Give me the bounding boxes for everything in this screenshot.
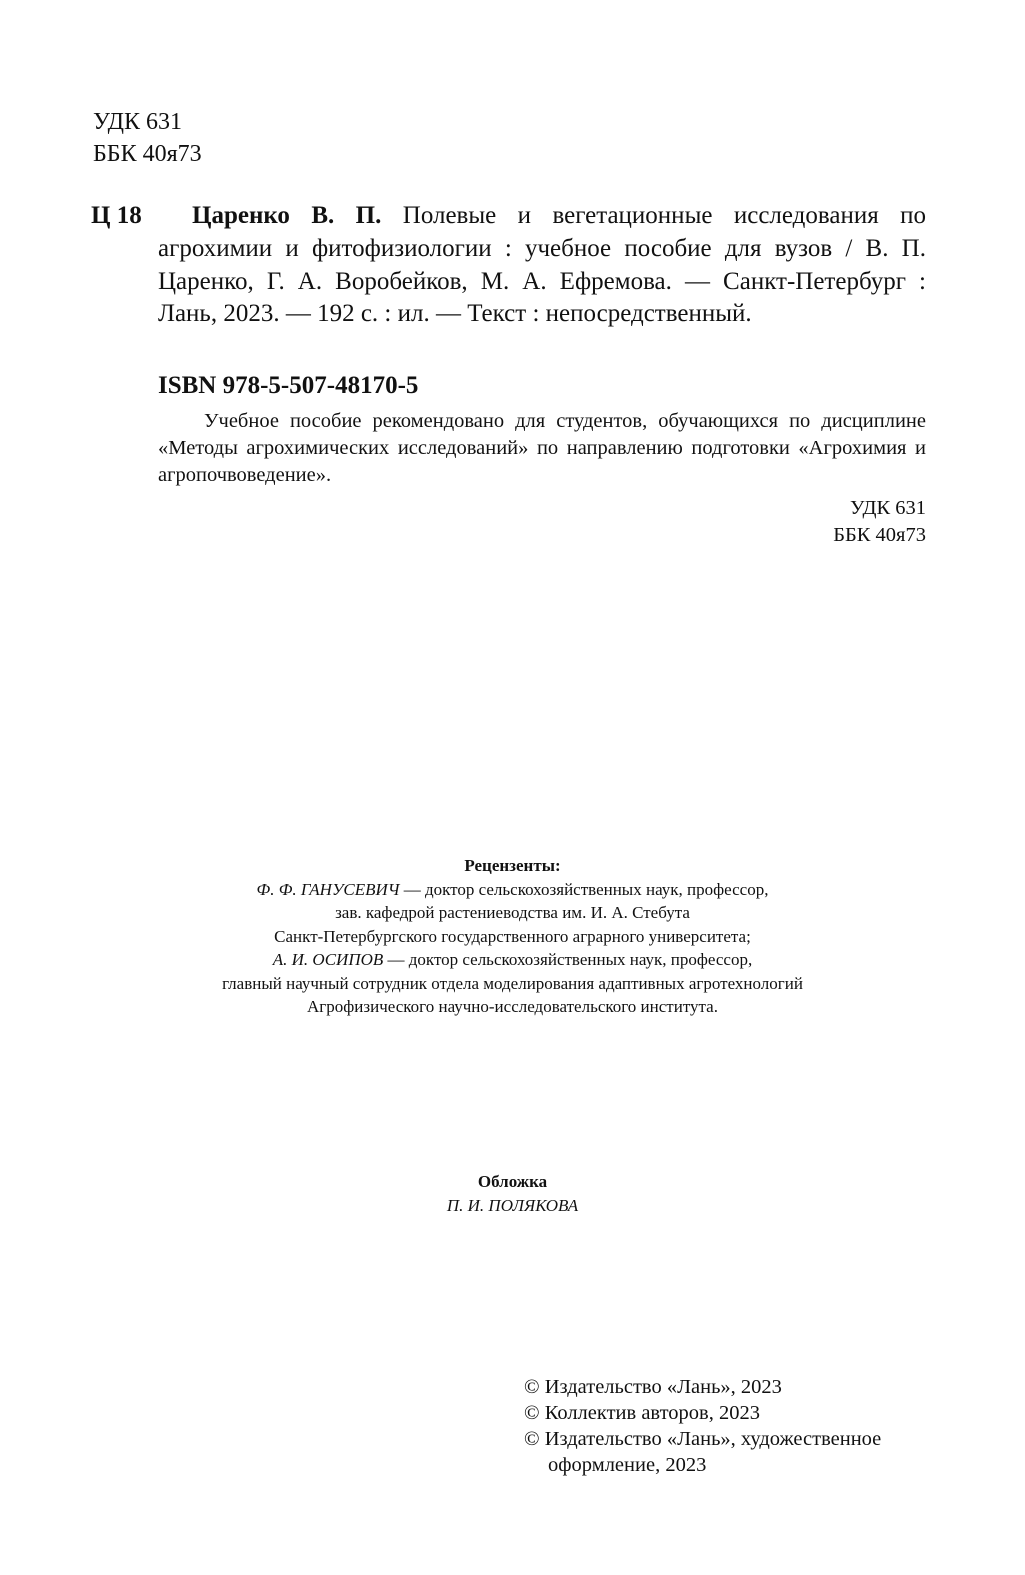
reviewer-2-name: А. И. ОСИПОВ	[272, 950, 384, 969]
copyright-line-3: © Издательство «Лань», художественное	[524, 1428, 882, 1450]
udk-code-bottom: УДК 631	[850, 497, 926, 519]
reviewer-1-title: — доктор сельскохозяйственных наук, профессор,	[399, 879, 769, 899]
reviewer-1-line-1	[0, 878, 1025, 902]
reviewer-2-line-1	[0, 948, 1025, 972]
annotation-text: Учебное пособие рекомендовано для студентов, обучающихся по дисциплине «Методы агрохимических исследований» по направлению подготовки «Агрохимия и агропочвоведение».	[158, 410, 926, 486]
bibliographic-description: Полевые и вегетационные исследования по агрохимии и фитофизиологии : учебное пособие для вузов / В. П. Царенко, Г. А. Воробейков, М. А. Ефремова. — Санкт-Петербург : Лань, 2023. — 192 с. : ил. — Текст : непосредственный.	[158, 202, 927, 328]
reviewer-2-line-2: главный научный сотрудник отдела моделирования адаптивных агротехнологий	[222, 973, 803, 993]
annotation	[158, 408, 926, 489]
reviewer-1-name: Ф. Ф. ГАНУСЕВИЧ	[256, 879, 400, 899]
reviewer-1-line-2: зав. кафедрой растениеводства им. И. А. Стебута	[335, 903, 690, 922]
reviewers-block	[0, 854, 1025, 1019]
cover-designer: П. И. ПОЛЯКОВА	[446, 1195, 579, 1215]
isbn: ISBN 978-5-507-48170-5	[158, 372, 419, 399]
copyright-line-2: © Коллектив авторов, 2023	[524, 1402, 760, 1424]
copyright-line-1: © Издательство «Лань», 2023	[524, 1376, 782, 1398]
top-classification-codes	[93, 106, 202, 170]
cover-heading: Обложка	[477, 1172, 548, 1191]
reviewer-1-line-3: Санкт-Петербургского государственного аграрного университета;	[274, 926, 751, 946]
copyright-block	[524, 1374, 881, 1478]
reviewers-heading: Рецензенты:	[464, 856, 561, 875]
copyright-line-4: оформление, 2023	[548, 1454, 707, 1476]
bottom-classification-codes	[833, 495, 926, 549]
bbk-code-bottom: ББК 40я73	[833, 524, 926, 546]
author-sign: Ц 18	[91, 202, 142, 229]
cover-credit	[0, 1170, 1025, 1217]
udk-code: УДК 631	[93, 109, 182, 135]
reviewer-2-line-3: Агрофизического научно-исследовательского института.	[307, 997, 718, 1016]
author-heading: Царенко В. П.	[192, 202, 382, 229]
bibliographic-record	[158, 200, 926, 331]
bbk-code: ББК 40я73	[93, 141, 202, 167]
reviewer-2-title: — доктор сельскохозяйственных наук, профессор,	[383, 950, 753, 969]
